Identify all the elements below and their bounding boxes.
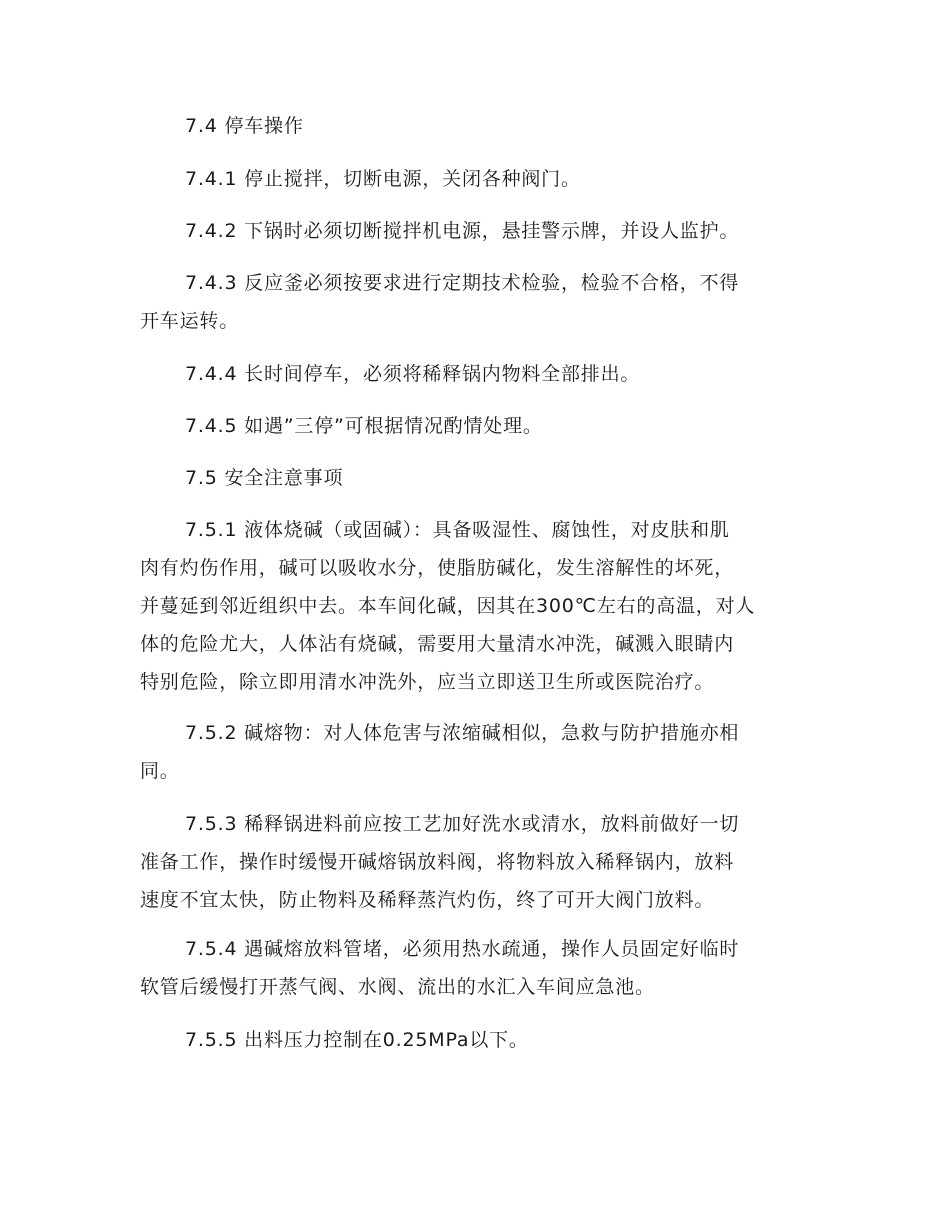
text-line: 7.4.2 下锅时必须切断搅拌机电源，悬挂警示牌，并设人监护。 bbox=[185, 220, 740, 242]
text-line: 软管后缓慢打开蒸气阀、水阀、流出的水汇入车间应急池。 bbox=[140, 976, 655, 998]
section-heading-7-5 bbox=[140, 459, 810, 497]
paragraph-7-5-1 bbox=[140, 511, 810, 701]
text-line: 特别危险，除立即用清水冲洗外，应当立即送卫生所或医院治疗。 bbox=[140, 671, 715, 693]
text-line: 速度不宜太快，防止物料及稀释蒸汽灼伤，终了可开大阀门放料。 bbox=[140, 889, 715, 911]
text-line: 准备工作，操作时缓慢开碱熔锅放料阀，将物料放入稀释锅内，放料 bbox=[140, 851, 735, 873]
text-line: 7.4 停车操作 bbox=[185, 115, 304, 137]
paragraph-7-5-3 bbox=[140, 805, 810, 919]
text-line: 7.4.5 如遇”三停”可根据情况酌情处理。 bbox=[185, 415, 543, 437]
text-line: 并蔓延到邻近组织中去。本车间化碱，因其在300℃左右的高温，对人 bbox=[140, 595, 756, 617]
text-line: 7.5.2 碱熔物：对人体危害与浓缩碱相似，急救与防护措施亦相 bbox=[185, 722, 740, 744]
text-line: 7.4.4 长时间停车，必须将稀释锅内物料全部排出。 bbox=[185, 363, 641, 385]
paragraph-7-4-4 bbox=[140, 355, 810, 393]
text-line: 7.5.1 液体烧碱（或固碱）：具备吸湿性、腐蚀性，对皮肤和肌 bbox=[185, 519, 730, 541]
text-line: 7.4.3 反应釜必须按要求进行定期技术检验，检验不合格，不得 bbox=[185, 272, 740, 294]
paragraph-7-5-4 bbox=[140, 930, 810, 1006]
text-line: 7.5.5 出料压力控制在0.25MPa以下。 bbox=[185, 1029, 529, 1051]
paragraph-7-5-5 bbox=[140, 1021, 810, 1059]
text-line: 体的危险尤大，人体沾有烧碱，需要用大量清水冲洗，碱溅入眼睛内 bbox=[140, 633, 735, 655]
text-line: 开车运转。 bbox=[140, 310, 240, 332]
text-line: 7.4.1 停止搅拌，切断电源，关闭各种阀门。 bbox=[185, 168, 581, 190]
text-line: 肉有灼伤作用，碱可以吸收水分，使脂肪碱化，发生溶解性的坏死， bbox=[140, 557, 735, 579]
text-line: 7.5.4 遇碱熔放料管堵，必须用热水疏通，操作人员固定好临时 bbox=[185, 938, 740, 960]
paragraph-7-4-2 bbox=[140, 212, 810, 250]
text-line: 同。 bbox=[140, 760, 180, 782]
text-line: 7.5.3 稀释锅进料前应按工艺加好洗水或清水，放料前做好一切 bbox=[185, 813, 740, 835]
text-line: 7.5 安全注意事项 bbox=[185, 467, 344, 489]
paragraph-7-4-5 bbox=[140, 407, 810, 445]
section-heading-7-4 bbox=[140, 107, 810, 145]
paragraph-7-5-2 bbox=[140, 714, 810, 790]
paragraph-7-4-1 bbox=[140, 160, 810, 198]
paragraph-7-4-3 bbox=[140, 264, 810, 340]
